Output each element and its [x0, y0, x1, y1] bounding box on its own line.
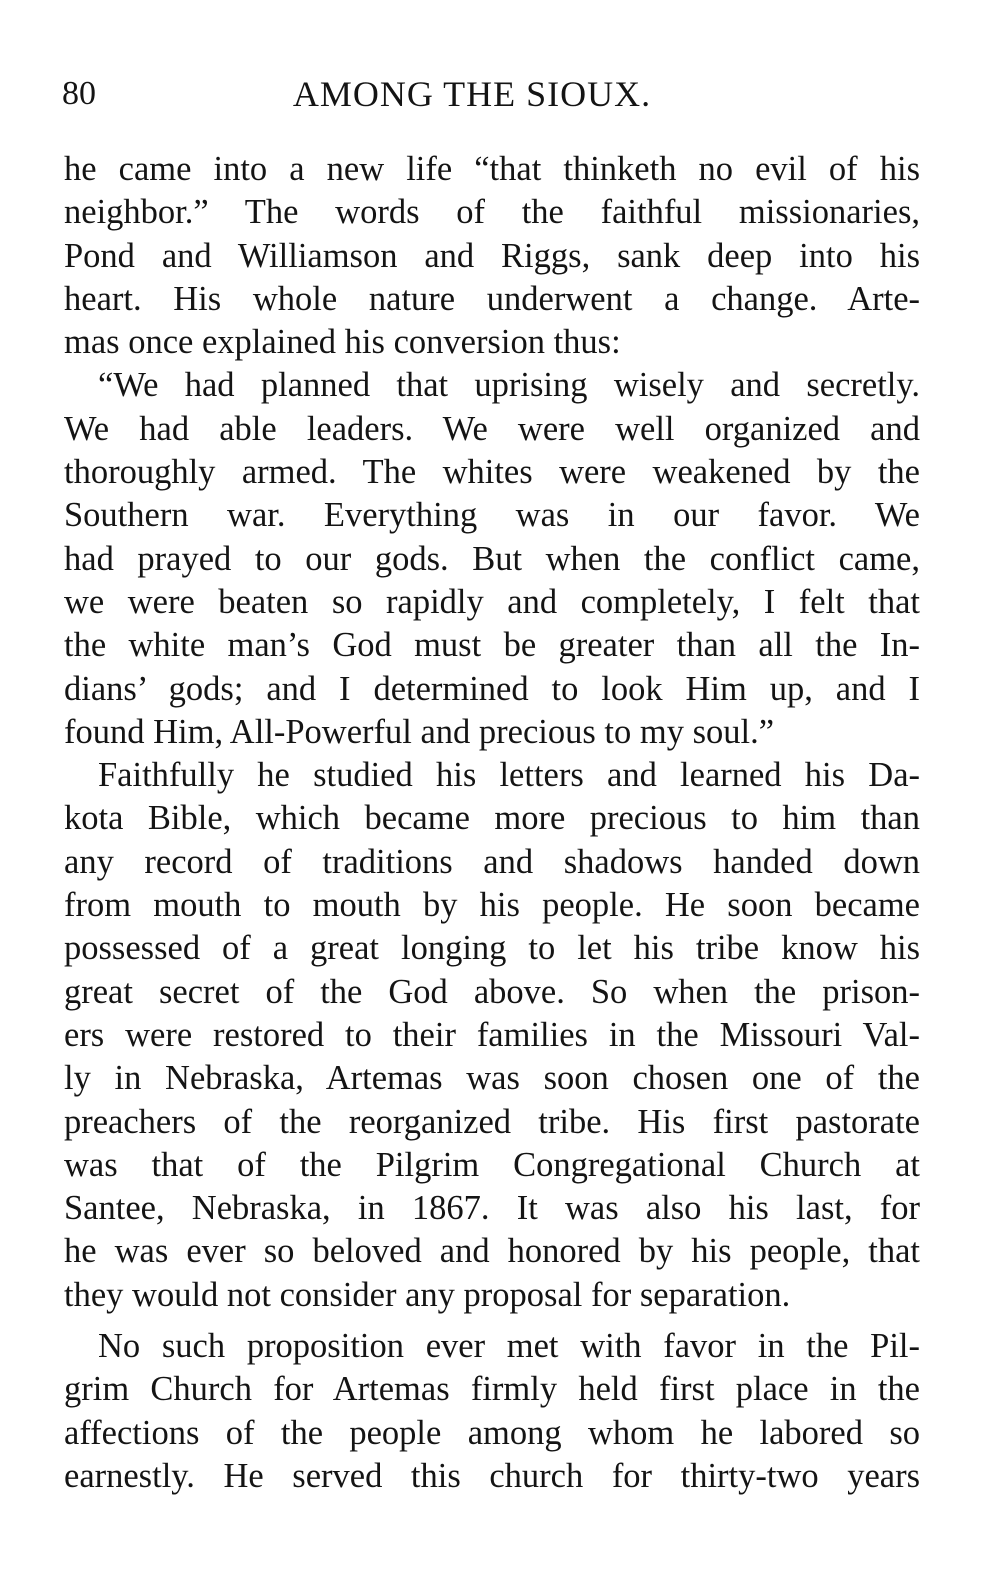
text-line: the white man’s God must be greater than all the In-	[64, 626, 920, 665]
text-line: Southern war. Everything was in our favor. We	[64, 496, 920, 535]
text-line: neighbor.” The words of the faithful missionaries,	[64, 193, 920, 232]
text-line: great secret of the God above. So when the prison-	[64, 972, 920, 1011]
text-line: he was ever so beloved and honored by his people, that	[64, 1232, 920, 1271]
paragraph-2	[64, 364, 920, 754]
text-line: heart. His whole nature underwent a change. Arte-	[64, 279, 920, 318]
paragraph-1	[64, 148, 920, 364]
text-line: dians’ gods; and I determined to look Him up, and I	[64, 669, 920, 708]
text-line: kota Bible, which became more precious to him than	[64, 799, 920, 838]
text-line: ly in Nebraska, Artemas was soon chosen one of the	[64, 1059, 920, 1098]
text-line: was that of the Pilgrim Congregational Church at	[64, 1145, 920, 1184]
text-line: Pond and Williamson and Riggs, sank deep into his	[64, 236, 920, 275]
text-line: grim Church for Artemas firmly held first place in the	[64, 1370, 920, 1409]
text-line: possessed of a great longing to let his tribe know his	[64, 929, 920, 968]
text-line: “We had planned that uprising wisely and secretly.	[98, 366, 920, 405]
text-line: We had able leaders. We were well organized and	[64, 409, 920, 448]
text-line: No such proposition ever met with favor in the Pil-	[98, 1327, 920, 1366]
page-number: 80	[62, 75, 96, 112]
text-line: mas once explained his conversion thus:	[64, 323, 621, 362]
text-line: any record of traditions and shadows handed down	[64, 842, 920, 881]
text-line: we were beaten so rapidly and completely, I felt that	[64, 582, 920, 621]
running-title: AMONG THE SIOUX.	[292, 74, 652, 114]
text-line: had prayed to our gods. But when the conflict came,	[64, 539, 920, 578]
paragraph-4	[64, 1325, 920, 1498]
text-line: thoroughly armed. The whites were weakened by the	[64, 453, 920, 492]
body-text	[64, 148, 920, 1498]
text-line: found Him, All-Powerful and precious to my soul.”	[64, 712, 775, 751]
text-line: from mouth to mouth by his people. He soon became	[64, 886, 920, 925]
text-line: preachers of the reorganized tribe. His first pastorate	[64, 1102, 920, 1141]
running-head	[62, 72, 922, 116]
text-line: Santee, Nebraska, in 1867. It was also his last, for	[64, 1189, 920, 1228]
text-line: they would not consider any proposal for separation.	[64, 1275, 791, 1314]
text-line: affections of the people among whom he labored so	[64, 1413, 920, 1452]
text-line: earnestly. He served this church for thirty-two years	[64, 1456, 920, 1495]
paragraph-3	[64, 754, 920, 1317]
text-line: Faithfully he studied his letters and learned his Da-	[98, 756, 920, 795]
text-line: ers were restored to their families in the Missouri Val-	[64, 1015, 920, 1054]
text-line: he came into a new life “that thinketh no evil of his	[64, 150, 920, 188]
